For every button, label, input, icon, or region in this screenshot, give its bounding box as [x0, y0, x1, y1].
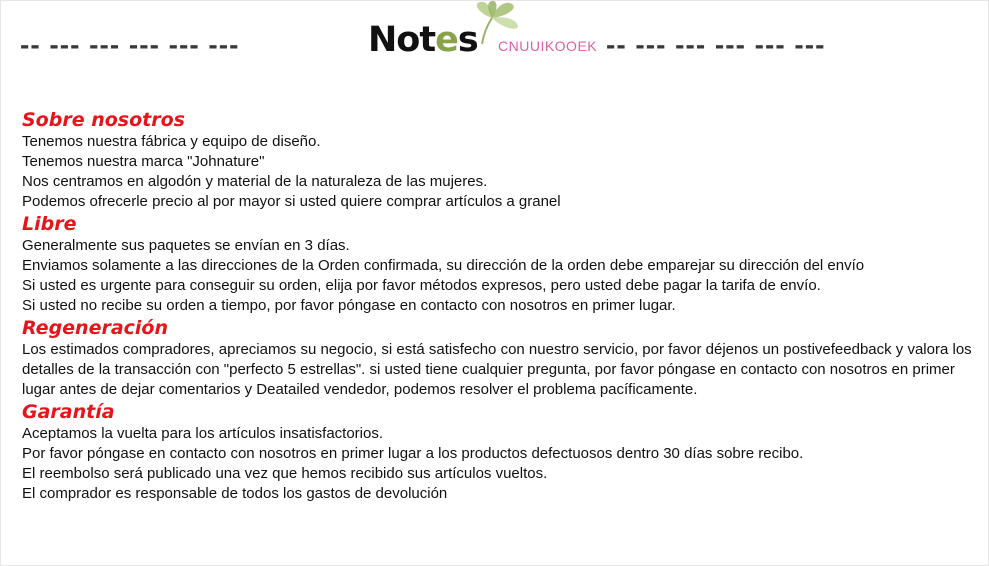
section-line: El comprador es responsable de todos los gastos de devolución	[22, 485, 448, 502]
notes-title	[368, 20, 478, 60]
section-feedback	[22, 316, 972, 400]
section-line: Generalmente sus paquetes se envían en 3 días.	[22, 237, 350, 254]
section-line: Enviamos solamente a las direcciones de la Orden confirmada, su dirección de la orden debe emparejar su dirección del envío	[22, 257, 865, 274]
title-accent: e	[435, 20, 458, 60]
section-line: El reembolso será publicado una vez que hemos recibido sus artículos vueltos.	[22, 465, 548, 482]
title-main: Not	[368, 20, 436, 60]
section-heading: Garantía	[22, 401, 115, 423]
section-shipping	[22, 212, 972, 316]
section-line: Por favor póngase en contacto con nosotros en primer lugar a los productos defectuosos dentro 30 días sobre recibo.	[22, 445, 804, 462]
section-about	[22, 108, 972, 212]
dashes-left: -- --- --- --- --- ---	[20, 29, 240, 60]
section-line: Aceptamos la vuelta para los artículos insatisfactorios.	[22, 425, 384, 442]
section-heading: Regeneración	[22, 317, 169, 339]
title-end: s	[457, 20, 478, 60]
section-line: Si usted es urgente para conseguir su orden, elija por favor métodos expresos, pero usted debe pagar la tarifa de envío.	[22, 277, 821, 294]
section-line: Tenemos nuestra marca "Johnature"	[22, 153, 265, 170]
notes-header	[20, 0, 950, 80]
section-line: Podemos ofrecerle precio al por mayor si usted quiere comprar artículos a granel	[22, 193, 561, 210]
section-heading: Sobre nosotros	[22, 109, 185, 131]
brand-name: CNUUIKOOEK	[498, 38, 598, 54]
section-line: Tenemos nuestra fábrica y equipo de diseño.	[22, 133, 321, 150]
section-heading: Libre	[22, 213, 77, 235]
dashes-right: -- --- --- --- --- ---	[606, 29, 826, 60]
section-line: Los estimados compradores, apreciamos su negocio, si está satisfecho con nuestro servicio, por favor déjenos un postivefeedback y valora los detalles de la transacción con "perfecto 5 estrellas". si usted tiene cualquier pregunta, por favor póngase en contacto con nosotros en primer lugar antes de dejar comentarios y Deatailed vendedor, podemos resolver el problema pacíficamente.	[22, 341, 972, 398]
section-line: Si usted no recibe su orden a tiempo, por favor póngase en contacto con nosotros en primer lugar.	[22, 297, 676, 314]
section-warranty	[22, 400, 972, 504]
notes-content	[22, 108, 972, 504]
section-line: Nos centramos en algodón y material de la naturaleza de las mujeres.	[22, 173, 488, 190]
